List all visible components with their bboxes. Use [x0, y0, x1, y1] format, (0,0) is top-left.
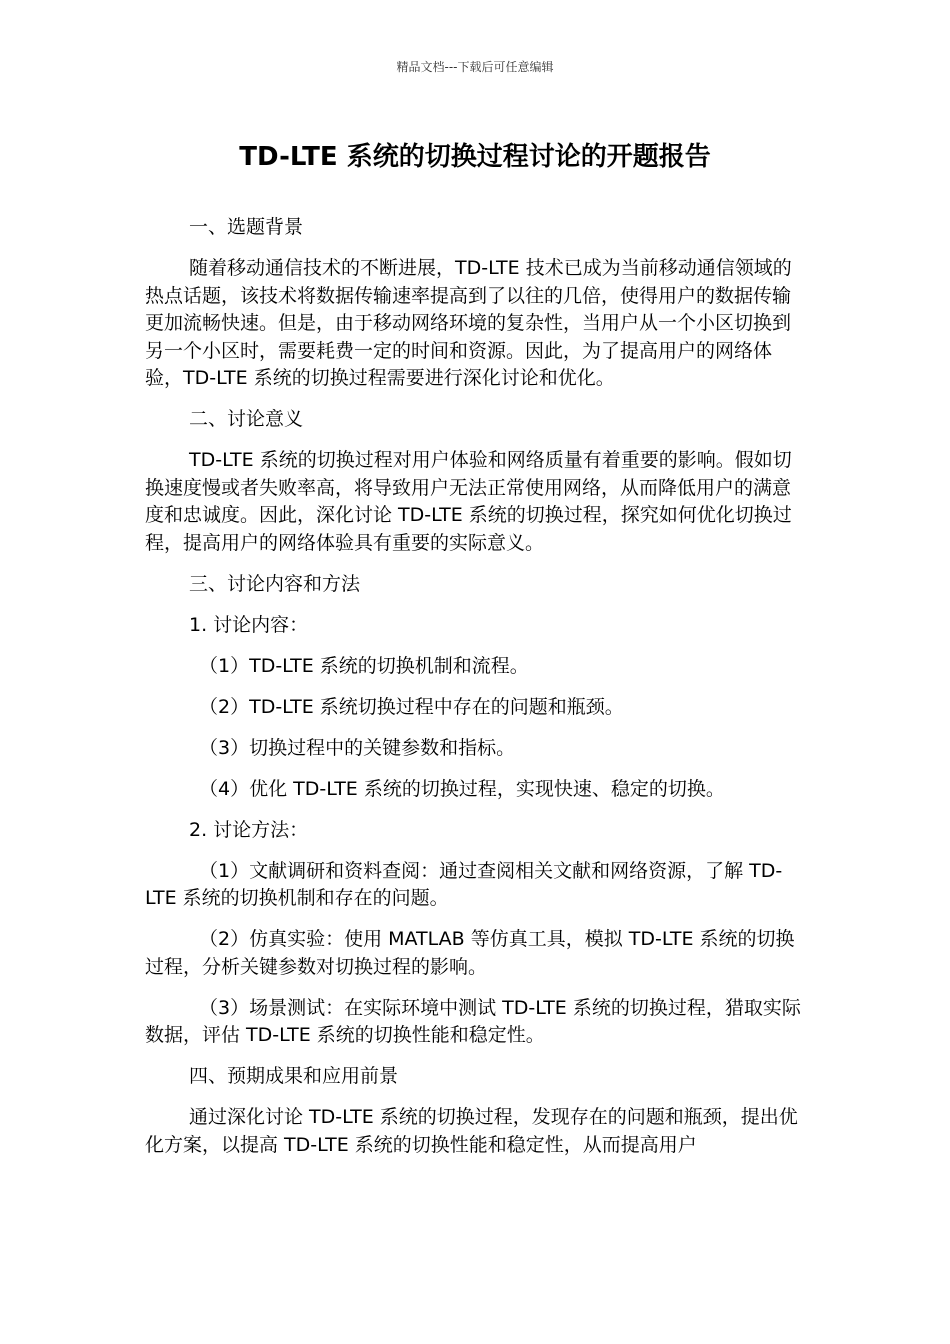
document-title: TD-LTE 系统的切换过程讨论的开题报告 [239, 142, 711, 172]
method-item: （1）文献调研和资料查阅：通过查阅相关文献和网络资源，了解 TD-LTE 系统的切换机制和存在的问题。 [145, 859, 783, 909]
subheading-method: 2. 讨论方法： [189, 818, 309, 841]
document-body [145, 214, 807, 1173]
content-item: （1）TD-LTE 系统的切换机制和流程。 [199, 654, 529, 677]
subheading-content: 1. 讨论内容： [189, 613, 309, 636]
method-item: （2）仿真实验：使用 MATLAB 等仿真工具，模拟 TD-LTE 系统的切换过程，分析关键参数对切换过程的影响。 [145, 928, 795, 978]
content-item: （4）优化 TD-LTE 系统的切换过程，实现快速、稳定的切换。 [199, 777, 725, 800]
section-heading-content-method: 三、讨论内容和方法 [189, 572, 361, 595]
paragraph-outcomes: 通过深化讨论 TD-LTE 系统的切换过程，发现存在的问题和瓶颈，提出优化方案，以提高 TD-LTE 系统的切换性能和稳定性，从而提高用户 [145, 1106, 798, 1156]
header-note: 精品文档---下载后可任意编辑 [396, 60, 554, 74]
content-item: （3）切换过程中的关键参数和指标。 [199, 736, 516, 759]
paragraph-background: 随着移动通信技术的不断进展，TD-LTE 技术已成为当前移动通信领域的热点话题，该技术将数据传输速率提高到了以往的几倍，使得用户的数据传输更加流畅快速。但是，由于移动网络环境的复杂性，当用户从一个小区切换到另一个小区时，需要耗费一定的时间和资源。因此，为了提高用户的网络体验，TD-LTE 系统的切换过程需要进行深化讨论和优化。 [145, 257, 792, 389]
paragraph-significance: TD-LTE 系统的切换过程对用户体验和网络质量有着重要的影响。假如切换速度慢或者失败率高，将导致用户无法正常使用网络，从而降低用户的满意度和忠诚度。因此，深化讨论 TD-LTE 系统的切换过程，探究如何优化切换过程，提高用户的网络体验具有重要的实际意义。 [145, 449, 792, 554]
method-item: （3）场景测试：在实际环境中测试 TD-LTE 系统的切换过程，猎取实际数据，评估 TD-LTE 系统的切换性能和稳定性。 [145, 996, 801, 1046]
section-heading-background: 一、选题背景 [189, 216, 304, 238]
section-heading-significance: 二、讨论意义 [189, 408, 304, 430]
content-item: （2）TD-LTE 系统切换过程中存在的问题和瓶颈。 [199, 695, 624, 718]
section-heading-outcomes: 四、预期成果和应用前景 [189, 1065, 399, 1087]
